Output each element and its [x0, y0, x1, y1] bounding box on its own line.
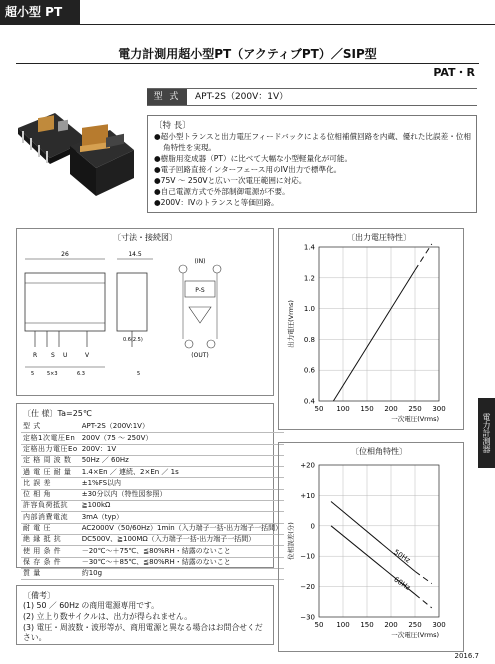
dimension-heading: 〔寸法・接続図〕: [113, 233, 177, 242]
spec-value: 200V（75 ～ 250V）: [80, 433, 284, 444]
spec-key: 絶 縁 抵 抗: [21, 534, 80, 545]
table-row: [21, 489, 284, 500]
ps-label: P-S: [195, 287, 205, 294]
x-tick-label: 100: [336, 621, 350, 629]
dim-depth-label: 14.5: [128, 251, 142, 258]
spec-value: APT-2S（200V:1V）: [80, 422, 284, 433]
pin-r-label: R: [33, 352, 38, 359]
y-tick-label: 0.8: [303, 335, 315, 344]
series-line-dashed: [415, 244, 432, 270]
note-line: (1) 50 ／ 60Hz の商用電源専用です。: [23, 601, 159, 610]
y-axis-label: 位相誤差(分): [287, 522, 295, 560]
y-tick-label: −30: [300, 613, 315, 622]
features-box: [147, 115, 477, 213]
spec-value: ±30分以内（特性図参照）: [80, 489, 284, 500]
amplifier-symbol: [189, 307, 211, 323]
series-label: 50Hz: [392, 548, 412, 565]
footer-date: 2016.7: [454, 652, 479, 660]
spec-key: 比 誤 差: [21, 478, 80, 489]
spec-key: 許容負荷抵抗: [21, 501, 80, 512]
table-row: [21, 512, 284, 523]
x-tick-label: 50: [314, 621, 324, 629]
spec-key: 内部消費電流: [21, 512, 80, 523]
spec-key: 定 格 周 波 数: [21, 455, 80, 466]
feature-item: ●200V：IVのトランスと等価回路。: [154, 198, 279, 207]
y-tick-label: 0.4: [303, 397, 315, 406]
spec-key: 使 用 条 件: [21, 546, 80, 557]
x-tick-label: 200: [384, 405, 398, 413]
spec-key: 定格出力電圧Eo: [21, 444, 80, 455]
notes-box: [16, 585, 274, 645]
y-tick-label: 1.2: [303, 274, 315, 283]
spec-value: ≧100kΩ: [80, 501, 284, 512]
spec-value: －30℃～＋85℃、≦80%RH・結露のないこと: [80, 557, 284, 568]
table-row: [21, 568, 284, 579]
title-divider: [16, 63, 479, 64]
spec-heading: 〔仕 様〕Ta=25℃: [23, 409, 92, 418]
y-tick-label: +10: [300, 491, 315, 500]
terminal-s: [213, 265, 221, 273]
spec-key: 保 存 条 件: [21, 557, 80, 568]
pin-s-label: S: [51, 352, 55, 359]
x-axis-label: 一次電圧(Vrms): [391, 415, 439, 423]
y-tick-label: +20: [300, 461, 315, 470]
pin-u-label: U: [63, 352, 68, 359]
y-axis-label: 出力電圧(Vrms): [287, 300, 295, 348]
terminal-u: [185, 340, 193, 348]
spec-value: DC500V、≧100MΩ（入力端子一括-出力端子一括間）: [80, 534, 284, 545]
table-row: [21, 534, 284, 545]
table-row: [21, 478, 284, 489]
product-photo: [10, 88, 140, 198]
out-label: (OUT): [191, 352, 209, 359]
y-tick-label: 0.6: [303, 366, 315, 375]
y-tick-label: 1.0: [303, 305, 315, 314]
notes-heading: 〔備考〕: [23, 591, 55, 600]
x-tick-label: 150: [360, 405, 374, 413]
pin-v-label: V: [85, 352, 90, 359]
side-tab: 電力計測器: [478, 398, 495, 468]
series-line-dashed: [415, 594, 432, 608]
y-tick-label: −20: [300, 583, 315, 592]
plot-frame: [319, 247, 439, 401]
table-row: [21, 546, 284, 557]
spec-key: 耐 電 圧: [21, 523, 80, 534]
spec-value: 50Hz ／ 60Hz: [80, 455, 284, 466]
table-row: [21, 467, 284, 478]
series-line-solid: [333, 270, 415, 401]
table-row: [21, 433, 284, 444]
pitch3-label: 6.3: [77, 371, 85, 377]
chart-title: 〔出力電圧特性〕: [347, 233, 411, 242]
pitch2-label: 5×3: [47, 371, 58, 377]
spec-value: 200V：1V: [80, 444, 284, 455]
x-tick-label: 150: [360, 621, 374, 629]
terminal-v: [207, 340, 215, 348]
table-row: [21, 557, 284, 568]
table-row: [21, 422, 284, 433]
pitch4-label: 5: [137, 371, 141, 377]
page-title: 電力計測用超小型PT（アクティブPT）／SIP型: [118, 47, 377, 61]
x-tick-label: 50: [314, 405, 324, 413]
series-label: 60Hz: [392, 575, 412, 592]
pitch-label: 5: [31, 371, 35, 377]
x-tick-label: 250: [408, 621, 422, 629]
feature-item: ●超小型トランスと出力電圧フィードバックによる位相補償回路を内蔵、優れた比誤差・位相角特性を実現。: [154, 132, 471, 152]
spec-value: ±1%FS以内: [80, 478, 284, 489]
dim-width-label: 26: [61, 251, 69, 258]
spec-key: 位 相 角: [21, 489, 80, 500]
feature-item: ●電子回路直接インターフェース用のIV出力で標準化。: [154, 165, 342, 174]
type-value: APT-2S（200V：1V）: [195, 92, 289, 102]
front-view-body: [25, 273, 105, 331]
table-row: [21, 444, 284, 455]
terminal-r: [179, 265, 187, 273]
x-axis-label: 一次電圧(Vrms): [391, 631, 439, 639]
output-voltage-chart: [279, 229, 463, 429]
feature-item: ●75V ～ 250Vと広い一次電圧範囲に対応。: [154, 176, 307, 185]
table-row: [21, 501, 284, 512]
note-line: (2) 立上り数サイクルは、出力が得られません。: [23, 612, 192, 621]
spec-value: 約10g: [80, 568, 284, 579]
spec-value: 3mA（typ）: [80, 512, 284, 523]
y-tick-label: 0: [310, 522, 315, 531]
spec-table: [21, 422, 284, 580]
x-tick-label: 100: [336, 405, 350, 413]
spec-key: 型 式: [21, 422, 80, 433]
page-header: [0, 0, 495, 25]
category-tag: 超小型 PT: [0, 0, 80, 24]
dimension-panel: [16, 228, 274, 396]
table-row: [21, 523, 284, 534]
x-tick-label: 300: [432, 621, 446, 629]
chart-title: 〔位相角特性〕: [351, 447, 407, 456]
spec-value: 1.4×En ／ 連続、2×En ／ 1s: [80, 467, 284, 478]
model-code: PAT・R: [433, 66, 475, 79]
output-voltage-chart-panel: [278, 228, 464, 430]
side-view-body: [117, 273, 147, 331]
feature-item: ●樹脂用変成器（PT）に比べて大幅な小型軽量化が可能。: [154, 154, 353, 163]
features-list: [154, 131, 472, 208]
phase-angle-chart-panel: [278, 442, 464, 652]
type-label: 型 式: [147, 89, 187, 105]
spec-key: 質 量: [21, 568, 80, 579]
x-tick-label: 250: [408, 405, 422, 413]
dimension-diagram: [17, 229, 273, 395]
x-tick-label: 300: [432, 405, 446, 413]
y-tick-label: 1.4: [303, 243, 315, 252]
x-tick-label: 200: [384, 621, 398, 629]
note-line: (3) 電圧・周波数・波形等が、商用電源と異なる場合はお問合せください。: [23, 623, 263, 642]
spec-key: 過 電 圧 耐 量: [21, 467, 80, 478]
series-line-dashed: [415, 571, 432, 583]
type-row: [147, 88, 477, 106]
in-label: (IN): [194, 258, 206, 265]
spec-key: 定格1次電圧En: [21, 433, 80, 444]
spec-value: AC2000V（50/60Hz）1min（入力端子一括-出力端子一括間）: [80, 523, 284, 534]
side-note-label: 0.6(2.5): [123, 337, 143, 343]
y-tick-label: −10: [300, 552, 315, 561]
phase-angle-chart: [279, 443, 463, 651]
spec-value: －20℃～＋75℃、≦80%RH・結露のないこと: [80, 546, 284, 557]
feature-item: ●自己電源方式で外部制御電源が不要。: [154, 187, 290, 196]
table-row: [21, 455, 284, 466]
features-heading: 〔特 長〕: [154, 121, 191, 131]
spec-box: [16, 403, 283, 578]
